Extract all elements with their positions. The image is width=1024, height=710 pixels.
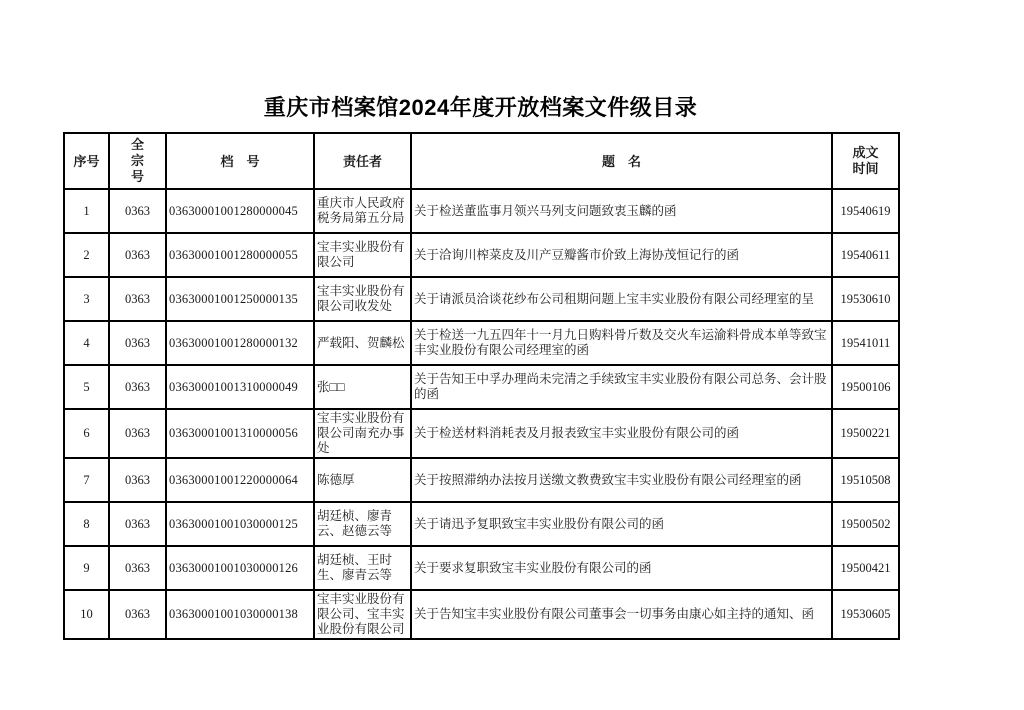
cell-fonds-number: 0363 [109, 502, 166, 546]
cell-responsible: 宝丰实业股份有限公司收发处 [314, 277, 411, 321]
cell-file-number: 03630001001310000049 [166, 365, 314, 409]
cell-date: 19510508 [832, 458, 899, 502]
cell-index: 9 [64, 546, 109, 590]
cell-file-number: 03630001001280000132 [166, 321, 314, 365]
header-responsible: 责任者 [314, 133, 411, 189]
table-row [64, 321, 899, 365]
cell-index: 6 [64, 409, 109, 458]
cell-fonds-number: 0363 [109, 233, 166, 277]
cell-fonds-number: 0363 [109, 277, 166, 321]
cell-title: 关于请迅予复职致宝丰实业股份有限公司的函 [411, 502, 832, 546]
cell-index: 7 [64, 458, 109, 502]
cell-fonds-number: 0363 [109, 189, 166, 233]
cell-index: 5 [64, 365, 109, 409]
cell-fonds-number: 0363 [109, 321, 166, 365]
cell-title: 关于告知宝丰实业股份有限公司董事会一切事务由康心如主持的通知、函 [411, 590, 832, 639]
cell-title: 关于按照滞纳办法按月送缴文教费致宝丰实业股份有限公司经理室的函 [411, 458, 832, 502]
cell-responsible: 宝丰实业股份有限公司、宝丰实业股份有限公司 [314, 590, 411, 639]
cell-index: 1 [64, 189, 109, 233]
cell-fonds-number: 0363 [109, 458, 166, 502]
cell-date: 19500221 [832, 409, 899, 458]
cell-responsible: 胡廷桢、王时生、廖青云等 [314, 546, 411, 590]
cell-file-number: 03630001001030000126 [166, 546, 314, 590]
cell-responsible: 严载阳、贺麟松 [314, 321, 411, 365]
cell-title: 关于检送董监事月领兴马列支问题致衷玉麟的函 [411, 189, 832, 233]
table-row [64, 409, 899, 458]
cell-file-number: 03630001001280000045 [166, 189, 314, 233]
table-row [64, 546, 899, 590]
cell-date: 19530610 [832, 277, 899, 321]
cell-date: 19541011 [832, 321, 899, 365]
cell-file-number: 03630001001280000055 [166, 233, 314, 277]
cell-index: 10 [64, 590, 109, 639]
cell-responsible: 胡廷桢、廖青云、赵德云等 [314, 502, 411, 546]
cell-title: 关于检送一九五四年十一月九日购料骨斤数及交火车运渝料骨成本单等致宝丰实业股份有限公司经理室的函 [411, 321, 832, 365]
table-header-row [64, 133, 899, 189]
cell-file-number: 03630001001250000135 [166, 277, 314, 321]
cell-title: 关于告知王中孚办理尚未完清之手续致宝丰实业股份有限公司总务、会计股的函 [411, 365, 832, 409]
cell-fonds-number: 0363 [109, 546, 166, 590]
archive-catalog-table [63, 132, 900, 640]
cell-title: 关于洽询川榨菜皮及川产豆瓣酱市价致上海协茂恒记行的函 [411, 233, 832, 277]
cell-file-number: 03630001001220000064 [166, 458, 314, 502]
cell-responsible: 宝丰实业股份有限公司南充办事处 [314, 409, 411, 458]
cell-responsible: 宝丰实业股份有限公司 [314, 233, 411, 277]
cell-responsible: 重庆市人民政府税务局第五分局 [314, 189, 411, 233]
cell-responsible: 陈德厚 [314, 458, 411, 502]
cell-file-number: 03630001001310000056 [166, 409, 314, 458]
header-file-number: 档 号 [166, 133, 314, 189]
cell-fonds-number: 0363 [109, 365, 166, 409]
table-row [64, 590, 899, 639]
cell-date: 19500421 [832, 546, 899, 590]
table-row [64, 277, 899, 321]
header-index: 序号 [64, 133, 109, 189]
header-title: 题 名 [411, 133, 832, 189]
header-fonds-number: 全宗号 [109, 133, 166, 189]
cell-title: 关于检送材料消耗表及月报表致宝丰实业股份有限公司的函 [411, 409, 832, 458]
cell-fonds-number: 0363 [109, 590, 166, 639]
cell-fonds-number: 0363 [109, 409, 166, 458]
cell-responsible: 张□□ [314, 365, 411, 409]
table-row [64, 502, 899, 546]
cell-index: 8 [64, 502, 109, 546]
cell-date: 19530605 [832, 590, 899, 639]
cell-index: 2 [64, 233, 109, 277]
cell-title: 关于要求复职致宝丰实业股份有限公司的函 [411, 546, 832, 590]
cell-date: 19500106 [832, 365, 899, 409]
cell-index: 4 [64, 321, 109, 365]
table-row [64, 365, 899, 409]
cell-index: 3 [64, 277, 109, 321]
table-row [64, 189, 899, 233]
table-row [64, 233, 899, 277]
cell-date: 19540611 [832, 233, 899, 277]
cell-file-number: 03630001001030000138 [166, 590, 314, 639]
cell-date: 19500502 [832, 502, 899, 546]
cell-title: 关于请派员洽谈花纱布公司租期问题上宝丰实业股份有限公司经理室的呈 [411, 277, 832, 321]
cell-date: 19540619 [832, 189, 899, 233]
cell-file-number: 03630001001030000125 [166, 502, 314, 546]
table-row [64, 458, 899, 502]
page-title: 重庆市档案馆2024年度开放档案文件级目录 [263, 95, 698, 120]
header-date: 成文时间 [832, 133, 899, 189]
